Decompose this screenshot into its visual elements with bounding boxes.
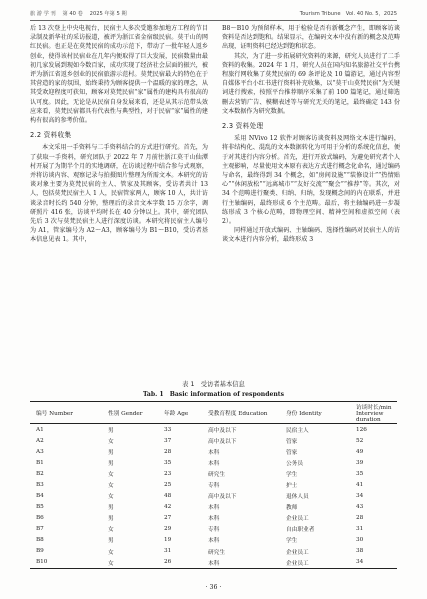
table-row [30,468,397,479]
cell-education: 本科 [208,450,220,457]
cell-age: 27 [164,514,172,521]
paragraph-owner-coding: 同样通过开放式编码、主轴编码、选择性编码对民宿主人的访谈文本进行内容分析，最终形成 3 [222,227,400,244]
cell-gender: 男 [108,505,114,512]
table-row [30,523,397,534]
cell-number: B10 [30,557,106,569]
paragraph-coding: 采用 NVivo 12 软件对顾客访谈资料及网络文本进行编码，将非结构化、混乱的文本数据转化为可用于分析的系统化信息，便于对其进行内容分析。首先，进行开放式编码，为避免研究者个人主观影响，尽量使用文本原有表达方式进行概念化命名，通过编码与命名，最终得到 34 个概念，如“房间设施”“装修设计”“热情贴心”“休闲放松”“远离城市”“友好交流”“聚会”“推荐”等。其次，对 34 个范畴进行聚类、归纳、归纳，发现概念间的内在联系，并进行主轴编码，最终形成 6 个主范畴。最后，将主轴编码进一步凝练形成 3 个核心范畴，即物理空间、精神空间和虚拟空间（表 2）。 [222,135,400,226]
paragraph-secondary-data: 其次，为了进一步拓展研究资料的来源，研究人员进行了二手资料的收集。2024 年 1 月，研究人员在国内知名旅游社交平台携程旅行网收集了莫梵民宿的 69 条评论及 10 篇游记，通过内容型自媒体平台小红书进行资料补充收集，以“莫干山莫梵民宿”为关键词进行搜索，按照平台推荐顺序采集了前 100 篇笔记，通过筛选删去营销广告、模糊表述等与研究无关的笔记，最终确定 143 份文本数据作为研究数据。 [222,52,400,115]
cell-duration: 39 [356,459,364,466]
cell-identity: 企业员工 [286,516,309,523]
page-number: · 36 · [205,584,222,591]
cell-gender: 男 [108,516,114,523]
table-row [30,446,397,457]
cell-identity: 企业员工 [284,557,354,569]
cell-age: 23 [164,470,172,477]
cell-age: 48 [164,492,172,499]
cell-number: B3 [36,481,44,488]
cell-gender: 女 [108,472,114,479]
cell-identity: 退休人员 [286,494,309,501]
cell-education: 研究生 [208,472,226,479]
cell-duration: 30 [356,536,364,543]
left-column [30,24,208,245]
cell-age: 42 [164,503,172,510]
cell-gender: 女 [108,549,114,556]
cell-age: 25 [164,481,172,488]
table-row [30,457,397,468]
cell-number: A1 [36,426,44,433]
cell-age: 19 [164,536,172,543]
table-row [30,424,397,436]
cell-number: B9 [36,548,44,555]
col-header-duration: 访谈时长/min Interview duration [354,402,397,424]
paragraph-saturation: B8～B10 为预留样本，用于检验是否有新概念产生，即顾客访谈资料是否达到饱和。结果显示，在编码文本中没有新的概念及范畴出现，证明资料已经达到饱和状态。 [222,25,400,51]
section-heading-data-collection: 2.2 资料收集 [30,131,72,140]
cell-age: 26 [162,557,206,569]
cell-age: 28 [164,448,172,455]
cell-education: 本科 [208,538,220,545]
table-row [30,512,397,523]
cell-age: 29 [164,525,172,532]
cell-gender: 男 [108,450,114,457]
cell-number: B2 [36,470,44,477]
cell-age: 35 [164,459,172,466]
cell-number: B7 [36,525,44,532]
paragraph-case-intro: 后 13 次登上中央电视台，民宿主人多次受邀参加地方工程的节目录制及新华社的采访报道，被评为浙江省金宿级民宿。莫干山的网红民宿。也正是在莫梵民宿的成功示范下，带动了一批年轻人返乡创业，使得该村民宿业在几年内便取得了巨大发展，民宿数量由最初几家发展到现如今数百家，成功实现了经济社会层面的振兴，被评为浙江省返乡创业的民宿旅游示范村。莫梵民宿最大的特色在于其营造的家的氛围，始终秉持为顾客提供一个温暖的家的理念，从其受欢迎程度可获知，顾客对莫梵民宿“家”属性的建构具有很高的认可度。因此，无论是从民宿自身发展来看，还是从其示范带头效应来看，莫梵民宿都具有代表性与典型性，对于民宿“家”属性的建构有很高的参考价值。 [30,25,208,125]
cell-identity: 自由职业者 [286,527,315,534]
cell-gender: 男 [108,461,114,468]
right-column [222,24,400,245]
cell-duration: 35 [356,470,364,477]
cell-number: B6 [36,514,44,521]
cell-identity: 学生 [286,538,298,545]
cell-gender: 女 [108,494,114,501]
cell-gender: 男 [108,428,114,435]
cell-age: 31 [164,548,172,555]
cell-education: 高中及以下 [208,494,237,501]
cell-gender: 女 [108,483,114,490]
header-rule [30,20,397,21]
section-heading-data-processing: 2.3 资料处理 [222,122,264,131]
cell-education: 专科 [208,483,220,490]
table-row [30,490,397,501]
cell-education: 本科 [208,461,220,468]
cell-duration: 52 [356,437,364,444]
table-row [30,557,397,569]
respondents-table [30,401,397,569]
table-row [30,546,397,557]
cell-number: A2 [36,437,44,444]
cell-duration: 34 [354,557,397,569]
col-header-gender: 性别 Gender [106,402,162,424]
cell-duration: 41 [356,481,364,488]
table-row [30,479,397,490]
header-journal-en: Tourism Tribune Vol. 40 No. 5，2025 [299,11,397,17]
cell-education: 本科 [208,505,220,512]
cell-number: B4 [36,492,44,499]
cell-identity: 管家 [286,439,298,446]
header-journal-zh: 旅 游 学 刊 第 40 卷 2025 年第 5 期 [30,11,127,17]
col-header-number: 编号 Number [30,402,106,424]
cell-identity: 管家 [286,450,298,457]
cell-duration: 38 [356,548,364,555]
cell-identity: 教师 [286,505,298,512]
cell-education: 高中及以下 [208,439,237,446]
table-header-row [30,402,397,424]
cell-age: 33 [164,426,172,433]
col-header-education: 受教育程度 Education [206,402,284,424]
cell-gender: 男 [108,538,114,545]
cell-duration: 28 [356,514,364,521]
cell-number: B8 [36,536,44,543]
cell-number: B1 [36,459,44,466]
cell-gender: 女 [108,439,114,446]
cell-identity: 民宿主人 [286,428,309,435]
table-row [30,501,397,512]
cell-duration: 126 [356,426,367,433]
cell-duration: 34 [356,492,364,499]
table-row [30,534,397,545]
cell-education: 本科 [208,516,220,523]
paragraph-data-collection: 本文采用一手资料与二手资料结合的方式进行研究。首先，为了获取一手资料，研究团队于 2022 年 7 月前往浙江莫干山仙潭村开展了为期半个月的实地调研，在访谈过程中结合参与式观察，并将访谈内容、观察记录与拍摄图片整理为所需文本。本研究的访谈对象主要为莫梵民宿的主人、管家及其顾客，受访者共计 13 人，包括莫梵民宿主人 1 人，民宿管家两人，顾客 10 人，共计访谈录音时长约 540 分钟，整理后的录音文本字数 15 万余字，调研照片 416 张，访谈平均时长在 40 分钟以上。其中，研究团队先后 3 次与莫梵民宿主人进行深度访谈。本研究将民宿主人编号为 A1，管家编号为 A2～A3，顾客编号为 B1～B10，受访者基本信息见表 1。其中， [30,144,208,244]
running-header [30,8,397,20]
cell-duration: 31 [356,525,364,532]
cell-gender: 女 [106,557,162,569]
cell-education: 高中及以下 [208,428,237,435]
col-header-age: 年龄 Age [162,402,206,424]
col-header-identity: 身份 Identity [284,402,354,424]
cell-age: 37 [164,437,172,444]
cell-identity: 学生 [286,472,298,479]
cell-identity: 企业员工 [286,549,309,556]
cell-duration: 43 [356,503,364,510]
table-caption-en: Tab. 1 Basic information of respondents [142,391,285,398]
cell-duration: 49 [356,448,364,455]
cell-number: A3 [36,448,44,455]
table-row [30,435,397,446]
cell-education: 专科 [208,527,220,534]
cell-identity: 护士 [286,483,298,490]
table-caption-zh: 表 1 受访者基本信息 [182,381,245,388]
cell-gender: 女 [108,527,114,534]
cell-identity: 公务员 [286,461,304,468]
cell-education: 研究生 [208,549,226,556]
cell-education: 本科 [206,557,284,569]
cell-number: B5 [36,503,44,510]
